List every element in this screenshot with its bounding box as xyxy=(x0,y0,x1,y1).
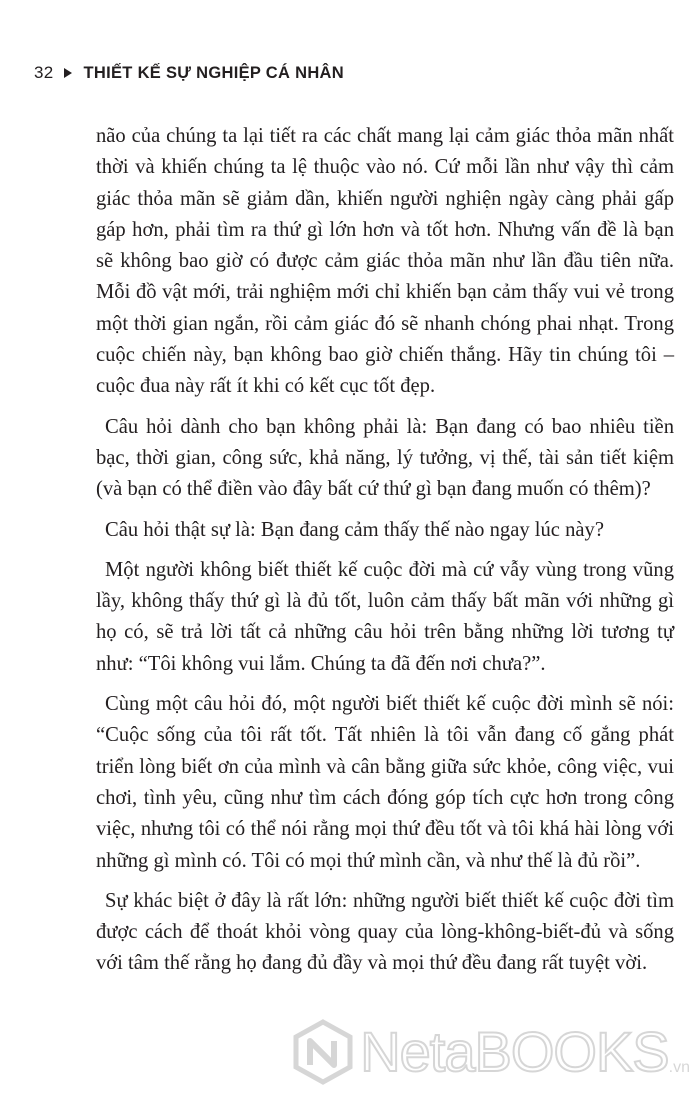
paragraph: Sự khác biệt ở đây là rất lớn: những người biết thiết kế cuộc đời tìm được cách để thoát khỏi vòng quay của lòng-không-biết-đủ và sống với tâm thế rằng họ đang đủ đầy và mọi thứ đều đang rất tuyệt vời. xyxy=(96,889,674,975)
watermark-suffix: .vn xyxy=(668,1059,690,1076)
page-number: 32 xyxy=(34,63,54,82)
netabooks-logo-icon xyxy=(290,1019,356,1085)
paragraph: Cùng một câu hỏi đó, một người biết thiết kế cuộc đời mình sẽ nói: “Cuộc sống của tôi rất tốt. Tất nhiên là tôi vẫn đang cố gắng phát triển lòng biết ơn của mình và cân bằng giữa sức khỏe, công việc, vui chơi, tình yêu, cũng như tìm cách đóng góp tích cực hơn trong công việc, nhưng tôi có thể nói rằng mọi thứ đều tốt và tôi khá hài lòng với những gì mình có. Tôi có mọi thứ mình cần, và như thế là đủ rồi”. xyxy=(96,693,674,872)
paragraph: não của chúng ta lại tiết ra các chất mang lại cảm giác thỏa mãn nhất thời và khiến chúng ta lệ thuộc vào nó. Cứ mỗi lần như vậy thì cảm giác thỏa mãn sẽ giảm dần, khiến người nghiện ngày càng phải gấp gáp hơn, phải tìm ra thứ gì lớn hơn và tốt hơn. Nhưng vấn đề là bạn sẽ không bao giờ có được cảm giác thỏa mãn như lần đầu tiên nữa. Mỗi đồ vật mới, trải nghiệm mới chỉ khiến bạn cảm thấy vui vẻ trong một thời gian ngắn, rồi cảm giác đó sẽ nhanh chóng phai nhạt. Trong cuộc chiến này, bạn không bao giờ chiến thắng. Hãy tin chúng tôi – cuộc đua này rất ít khi có kết cục tốt đẹp. xyxy=(96,125,674,398)
watermark-brand: NetaBOOKS xyxy=(360,1020,669,1083)
running-head xyxy=(34,63,344,83)
paragraph: Một người không biết thiết kế cuộc đời mà cứ vẫy vùng trong vũng lầy, không thấy thứ gì là đủ tốt, luôn cảm thấy bất mãn với những gì họ có, sẽ trả lời tất cả những câu hỏi trên bằng những lời tương tự như: “Tôi không vui lắm. Chúng ta đã đến nơi chưa?”. xyxy=(96,558,674,675)
netabooks-watermark xyxy=(290,1019,690,1085)
body-text xyxy=(96,121,674,989)
paragraph: Câu hỏi dành cho bạn không phải là: Bạn đang có bao nhiêu tiền bạc, thời gian, công sức, khả năng, lý tưởng, vị thế, tài sản tiết kiệm (và bạn có thể điền vào đây bất cứ thứ gì bạn đang muốn có thêm)? xyxy=(96,415,674,501)
triangle-arrow-icon xyxy=(64,68,72,78)
book-title: THIẾT KẾ SỰ NGHIỆP CÁ NHÂN xyxy=(83,63,344,82)
paragraph: Câu hỏi thật sự là: Bạn đang cảm thấy thế nào ngay lúc này? xyxy=(105,518,604,541)
